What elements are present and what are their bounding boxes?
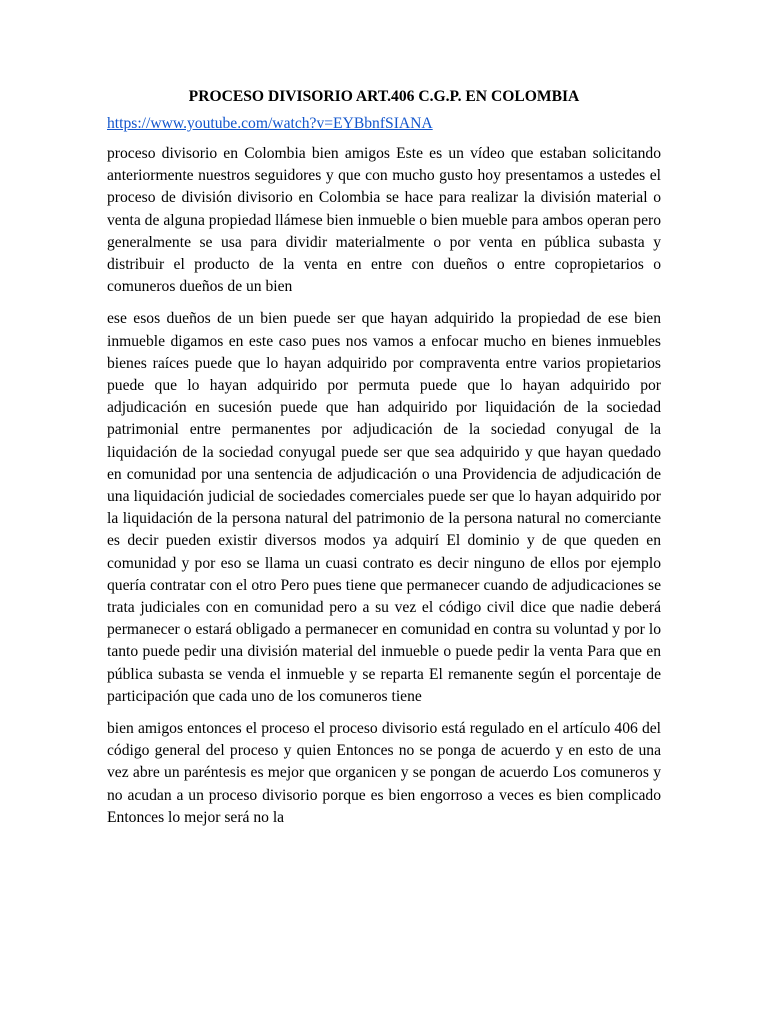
paragraph-regulation: bien amigos entonces el proceso el proceso divisorio está regulado en el artículo 406 del código general del proceso y quien Entonces no se ponga de acuerdo y en esto de una vez abre un paréntesis es mejor que organicen y se pongan de acuerdo Los comuneros y no acudan a un proceso divisorio porque es bien engorroso a veces es bien complicado Entonces lo mejor será no la (107, 720, 661, 826)
paragraph-intro: proceso divisorio en Colombia bien amigos Este es un vídeo que estaban solicitando anteriormente nuestros seguidores y que con mucho gusto hoy presentamos a ustedes el proceso de división divisorio en Colombia se hace para realizar la división material o venta de alguna propiedad llámese bien inmueble o bien mueble para ambos operan pero generalmente se usa para dividir materialmente o por venta en pública subasta y distribuir el producto de la venta en entre con dueños o entre copropietarios o comuneros dueños de un bien (107, 145, 661, 296)
document-page (107, 86, 661, 839)
youtube-link[interactable]: https://www.youtube.com/watch?v=EYBbnfSIANA (107, 115, 433, 132)
paragraph-owners: ese esos dueños de un bien puede ser que hayan adquirido la propiedad de ese bien inmueble digamos en este caso pues nos vamos a enfocar mucho en bienes inmuebles bienes raíces puede que lo hayan adquirido por compraventa entre varios propietarios puede que lo hayan adquirido por permuta puede que lo hayan adquirido por adjudicación en sucesión puede que han adquirido por liquidación de la sociedad patrimonial entre permanentes por adjudicación de la sociedad conyugal de la liquidación de la sociedad conyugal puede ser que sea adquirido y que hayan quedado en comunidad por una sentencia de adjudicación o una Providencia de adjudicación de una liquidación judicial de sociedades comerciales puede ser que lo hayan adquirido por la liquidación de la persona natural del patrimonio de la persona natural no comerciante es decir pueden existir diversos modos ya adquirí El dominio y de que queden en comunidad y por eso se llama un cuasi contrato es decir ninguno de ellos por ejemplo quería contratar con el otro Pero pues tiene que permanecer cuando de adjudicaciones se trata judiciales con en comunidad pero a su vez el código civil dice que nadie deberá permanecer o estará obligado a permanecer en comunidad en contra su voluntad y por lo tanto puede pedir una división material del inmueble o puede pedir la venta Para que en pública subasta se venda el inmueble y se reparta El remanente según el porcentaje de participación que cada uno de los comuneros tiene (107, 310, 661, 705)
document-title: PROCESO DIVISORIO ART.406 C.G.P. EN COLOMBIA (188, 88, 580, 105)
